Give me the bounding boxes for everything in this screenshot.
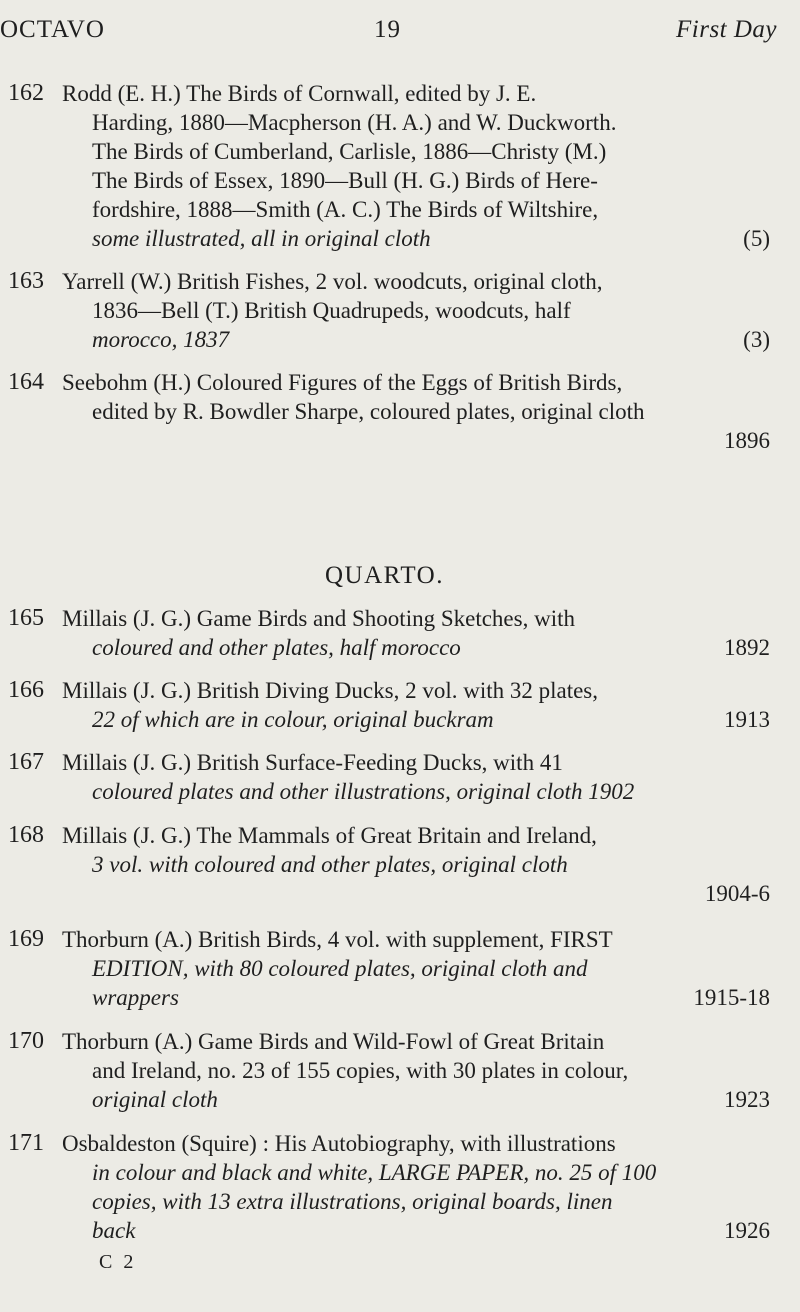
lot-line: morocco, 1837 — [92, 327, 230, 352]
lot-number: 163 — [8, 268, 44, 294]
lot-line: Millais (J. G.) British Diving Ducks, 2 vol. with 32 plates, — [62, 678, 599, 703]
printer-signature-mark: C 2 — [99, 1251, 137, 1273]
lot-date: 1913 — [724, 707, 770, 732]
lot-number: 167 — [8, 749, 44, 775]
lot-number: 165 — [8, 605, 44, 631]
lot-number: 169 — [8, 926, 44, 952]
lot-number: 162 — [8, 80, 44, 106]
lot-line: original cloth — [92, 1087, 218, 1112]
lot-line: coloured and other plates, half morocco — [92, 635, 461, 660]
lot-line: The Birds of Cumberland, Carlisle, 1886—Christy (M.) — [92, 139, 607, 164]
lot-date: 1923 — [724, 1087, 770, 1112]
lot-description — [62, 821, 770, 908]
running-head-day: First Day — [676, 16, 778, 43]
lot-description — [62, 368, 770, 455]
lot-description — [62, 748, 770, 806]
lot-number: 166 — [8, 677, 44, 703]
lot-line: Rodd (E. H.) The Birds of Cornwall, edited by J. E. — [62, 81, 537, 106]
lot-description — [62, 604, 770, 662]
lot-line: Millais (J. G.) British Surface-Feeding Ducks, with 41 — [62, 750, 563, 775]
lot-line: back — [92, 1218, 136, 1243]
lot-date: 1926 — [724, 1218, 770, 1243]
lot-description — [62, 676, 770, 734]
lot-line: copies, with 13 extra illustrations, original boards, linen — [92, 1189, 613, 1214]
lot-description — [62, 79, 770, 253]
lot-line: Harding, 1880—Macpherson (H. A.) and W. Duckworth. — [92, 110, 617, 135]
lot-number: 170 — [8, 1028, 44, 1054]
lot-line: Osbaldeston (Squire) : His Autobiography, with illustrations — [62, 1131, 616, 1156]
lot-line: in colour and black and white, LARGE PAPER, no. 25 of 100 — [92, 1160, 657, 1185]
lot-date: 1892 — [724, 635, 770, 660]
lot-line: 3 vol. with coloured and other plates, original cloth — [92, 852, 568, 877]
lot-line: and Ireland, no. 23 of 155 copies, with 30 plates in colour, — [92, 1058, 629, 1083]
lot-line: The Birds of Essex, 1890—Bull (H. G.) Birds of Here- — [92, 168, 598, 193]
lot-date: 1915-18 — [693, 985, 770, 1010]
lot-line: Seebohm (H.) Coloured Figures of the Eggs of British Birds, — [62, 370, 623, 395]
lot-date: 1904-6 — [704, 881, 770, 906]
lot-number: 168 — [8, 822, 44, 848]
lot-description — [62, 925, 770, 1012]
lot-date: 1896 — [724, 428, 770, 453]
lot-line: Yarrell (W.) British Fishes, 2 vol. woodcuts, original cloth, — [62, 269, 603, 294]
running-head-section: OCTAVO — [0, 16, 105, 43]
lot-line: Millais (J. G.) The Mammals of Great Britain and Ireland, — [62, 823, 597, 848]
lot-line: some illustrated, all in original cloth — [92, 226, 431, 251]
lot-line: Thorburn (A.) Game Birds and Wild-Fowl of Great Britain — [62, 1029, 605, 1054]
lot-line: edited by R. Bowdler Sharpe, coloured plates, original cloth — [92, 399, 645, 424]
lot-quantity: (3) — [743, 327, 770, 352]
lot-description — [62, 1027, 770, 1114]
lot-line: 22 of which are in colour, original buckram — [92, 707, 494, 732]
page-number: 19 — [374, 16, 401, 43]
lot-description — [62, 1129, 770, 1245]
running-head — [0, 16, 800, 46]
lot-number: 171 — [8, 1130, 44, 1156]
section-heading: QUARTO. — [325, 562, 444, 589]
lot-line: EDITION, with 80 coloured plates, original cloth and — [92, 956, 588, 981]
lot-description — [62, 267, 770, 354]
lot-line: Thorburn (A.) British Birds, 4 vol. with supplement, FIRST — [62, 927, 613, 952]
lot-line: 1836—Bell (T.) British Quadrupeds, woodcuts, half — [92, 298, 571, 323]
lot-line: fordshire, 1888—Smith (A. C.) The Birds of Wiltshire, — [92, 197, 599, 222]
lot-line: wrappers — [92, 985, 179, 1010]
lot-line: coloured plates and other illustrations, original cloth 1902 — [92, 779, 635, 804]
lot-line: Millais (J. G.) Game Birds and Shooting Sketches, with — [62, 606, 575, 631]
lot-quantity: (5) — [743, 226, 770, 251]
lot-number: 164 — [8, 369, 44, 395]
